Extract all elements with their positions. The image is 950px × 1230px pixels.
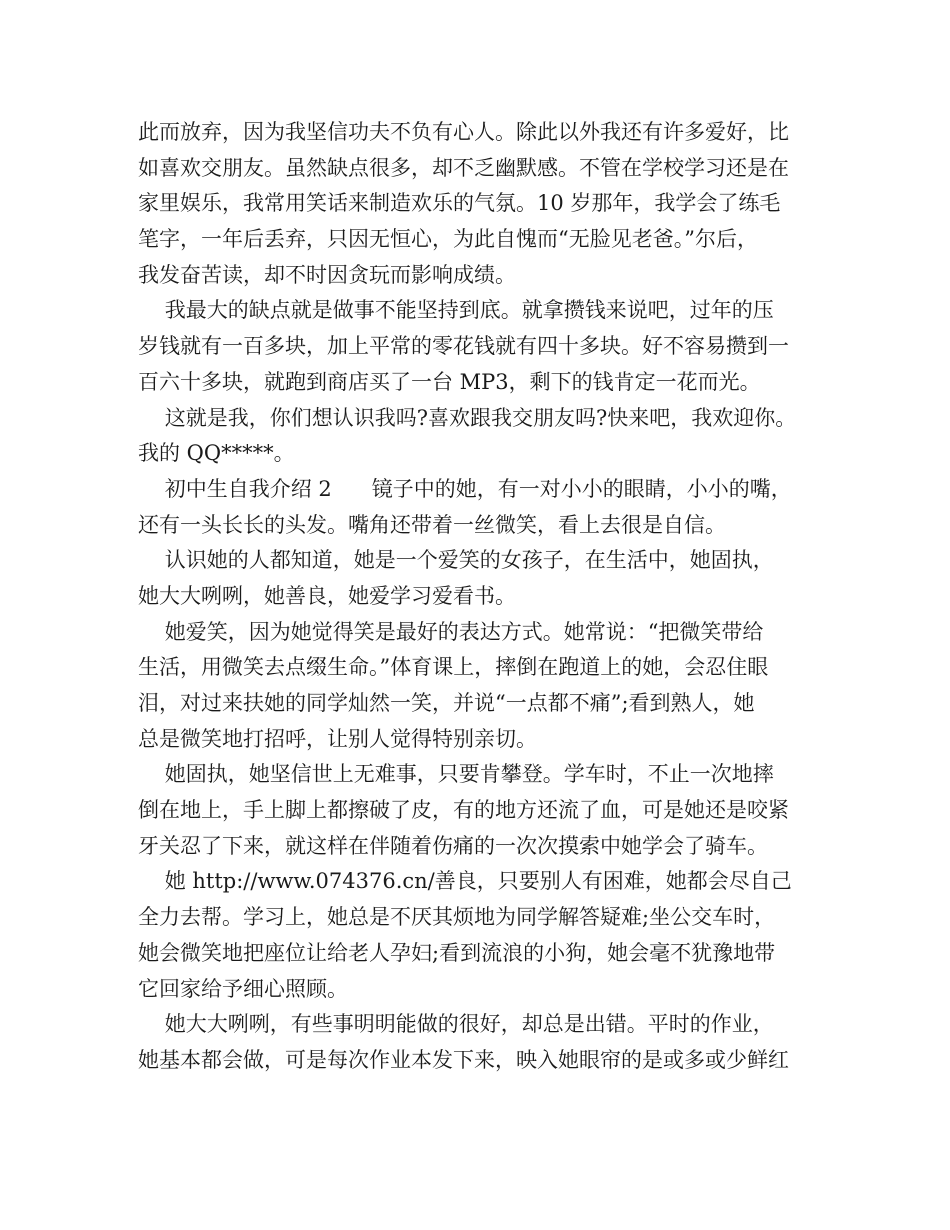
text-line: 她 http://www.074376.cn/善良，只要别人有困难，她都会尽自己 xyxy=(138,869,792,894)
text-line: 我发奋苦读，却不时因贪玩而影响成绩。 xyxy=(138,262,516,287)
text-line: 我最大的缺点就是做事不能坚持到底。就拿攒钱来说吧，过年的压 xyxy=(138,298,774,323)
text-line: 家里娱乐，我常用笑话来制造欢乐的气氛。10 岁那年，我学会了练毛 xyxy=(138,191,781,216)
text-line: 全力去帮。学习上，她总是不厌其烦地为同学解答疑难;坐公交车时， xyxy=(138,905,776,930)
text-line: 岁钱就有一百多块，加上平常的零花钱就有四十多块。好不容易攒到一 xyxy=(138,334,789,359)
text-line: 初中生自我介绍 2 镜子中的她，有一对小小的眼睛，小小的嘴， xyxy=(138,476,792,501)
text-line: 她基本都会做，可是每次作业本发下来，映入她眼帘的是或多或少鲜红 xyxy=(138,1047,789,1072)
text-line: 还有一头长长的头发。嘴角还带着一丝微笑，看上去很是自信。 xyxy=(138,512,726,537)
body-text xyxy=(138,115,828,1079)
text-line: 她大大咧咧，她善良，她爱学习爱看书。 xyxy=(138,583,516,608)
text-line: 牙关忍了下来，就这样在伴随着伤痛的一次次摸索中她学会了骑车。 xyxy=(138,833,768,858)
text-line: 笔字，一年后丢弃，只因无恒心，为此自愧而“无脸见老爸。”尔后， xyxy=(138,227,758,252)
text-line: 她固执，她坚信世上无难事，只要肯攀登。学车时，不止一次地摔 xyxy=(138,762,774,787)
text-line: 认识她的人都知道，她是一个爱笑的女孩子，在生活中，她固执， xyxy=(138,548,774,573)
text-line: 百六十多块，就跑到商店买了一台 MP3，剩下的钱肯定一花而光。 xyxy=(138,369,761,394)
text-line: 此而放弃，因为我坚信功夫不负有心人。除此以外我还有许多爱好，比 xyxy=(138,120,789,144)
text-line: 这就是我，你们想认识我吗?喜欢跟我交朋友吗?快来吧，我欢迎你。 xyxy=(138,405,797,430)
text-line: 泪，对过来扶她的同学灿然一笑，并说“一点都不痛”;看到熟人，她 xyxy=(138,691,755,715)
text-line: 她大大咧咧，有些事明明能做的很好，却总是出错。平时的作业， xyxy=(138,1012,774,1037)
text-line: 它回家给予细心照顾。 xyxy=(138,976,348,1001)
text-line: 她会微笑地把座位让给老人孕妇;看到流浪的小狗，她会毫不犹豫地带 xyxy=(138,940,776,965)
text-line: 她爱笑，因为她觉得笑是最好的表达方式。她常说：“把微笑带给 xyxy=(138,619,764,644)
text-line: 我的 QQ*****。 xyxy=(138,441,295,466)
text-line: 总是微笑地打招呼，让别人觉得特别亲切。 xyxy=(138,726,537,751)
text-line: 倒在地上，手上脚上都擦破了皮，有的地方还流了血，可是她还是咬紧 xyxy=(138,798,789,823)
text-line: 如喜欢交朋友。虽然缺点很多，却不乏幽默感。不管在学校学习还是在 xyxy=(138,155,789,180)
text-line: 生活，用微笑去点缀生命。”体育课上，摔倒在跑道上的她，会忍住眼 xyxy=(138,655,769,680)
